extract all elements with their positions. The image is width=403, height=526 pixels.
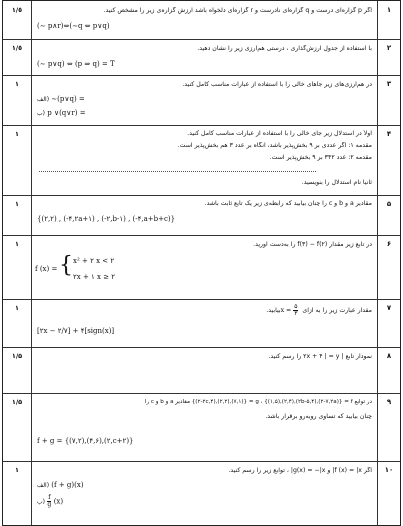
question-text: مقادیر a و b و c را چنان بیابید که رابطه‌ی زیر یک تابع ثابت باشد. [204,200,372,207]
question-number: ۴ [377,125,400,195]
fraction-numerator: f [48,494,51,501]
fraction-denominator: g [47,501,52,508]
question-formula: [٢x − ٢/٧] + ۴[sign(x)] [37,327,115,335]
question-formula: f + g = {(٧,٢),(۴,۶),(٢,c+٢)} [37,437,134,445]
question-row-6 [3,235,400,300]
piece-2: ٢x + ١ x ≥ ٢ [73,273,116,281]
question-row-3 [3,75,400,126]
question-text [37,304,372,317]
piecewise-brace: { [59,253,73,278]
question-number: ٢ [377,39,400,75]
question-formula: (∼ p∧r)⇔(∼q ⇔ p∨q) [37,22,110,30]
question-text: نمودار تابع | ٢x + ۴ | = y را رسم کنید. [268,353,372,360]
question-text: اگر f (x) = |x| و g(x) = −|x| ، توابع زیر را رسم کنید. [228,467,372,474]
question-row-8 [3,347,400,394]
premise-1: مقدمه ١: اگر عددی بر ٩ بخش‌پذیر باشد، آنگاه بر عدد ٣ هم بخش‌پذیر است. [177,142,372,149]
question-number: ١٠ [377,461,400,525]
item-a [37,95,85,103]
item-a-label: الف) [37,96,50,103]
question-row-2 [3,39,400,76]
question-text: با استفاده از جدول ارزش‌گذاری ، درستی هم‌ارزی زیر را نشان دهید. [197,45,372,52]
question-text-end: بیابید. [266,307,281,314]
piece-1: x² + ٢ x < ٢ [73,257,115,265]
item-b [37,495,63,508]
item-b-label: ب) [37,110,45,117]
question-score: ١/٥ [3,39,32,75]
question-number: ۶ [377,235,400,299]
item-a [37,481,84,489]
question-row-10 [3,461,400,525]
question-number: ٣ [377,75,400,125]
item-b [37,109,86,117]
question-number: ٨ [377,347,400,393]
question-score: ١ [3,75,32,125]
function-name: f (x) = [35,265,58,273]
question-score: ١ [3,461,32,525]
question-text-secondary: ثانیاً نام استدلال را بنویسید. [301,179,372,186]
question-text: اولاً در استدلال زیر جای خالی را با استفاده از عبارات مناسب کامل کنید. [187,130,372,137]
question-score: ١/۵ [3,347,32,393]
question-text: در هم‌ارزی‌های زیر جاهای خالی را با استفاده از عبارات مناسب کامل کنید. [182,81,372,88]
question-formula: (∼ p∨q) ⇔ (p ⇒ q) = T [37,60,115,68]
question-number: ٧ [377,299,400,347]
item-a-formula: (f + g)(x) [51,481,84,489]
question-row-4 [3,125,400,196]
question-score: ١/٥ [3,1,32,39]
question-text: در توابع f = {(٧,٢a-٢),(۴,٢b-۵),(۴,٢),(۵,١)} ، g = {(٧,١),(٢,٢),(۴,٢c-٢)} مقادیر a و b و c را [144,399,372,405]
fraction-numerator: ۵ [294,304,298,310]
question-number: ۵ [377,195,400,235]
item-b-label: ب) [37,498,45,506]
question-text-start: مقدار عبارت زیر را به ازای [302,307,372,314]
question-text: در تابع زیر مقدار (٢)f − (٣)f را به‌دست آورید. [253,241,372,248]
question-score: ١/۵ [3,393,32,461]
item-a-formula: ∼(p∨q) = [51,95,85,103]
premise-2: مقدمه ٢: عدد ٣۴٢ بر ٩ بخش‌پذیر است. [269,154,372,161]
question-formula: {(٢,٢) , (-۴,٢a+١) , (-٢,b-١) , (-۴,a+b+c)} [37,215,176,223]
question-row-5 [3,195,400,236]
question-number: ١ [377,1,400,39]
question-score: ١ [3,299,32,347]
question-row-9 [3,393,400,462]
fraction [293,304,298,317]
question-score: ١ [3,125,32,195]
fraction [47,495,51,508]
answer-blank[interactable] [39,171,316,172]
question-row-7 [3,299,400,348]
item-b-formula: p ∨(q∨r) = [47,109,86,117]
item-b-suffix: (x) [53,497,64,506]
question-score: ١ [3,195,32,235]
question-number: ٩ [377,393,400,461]
x-equals: x = [280,307,292,314]
item-a-label: الف) [37,482,50,489]
question-text-secondary: چنان بیابید که تساوی روبه‌رو برقرار باشد. [265,413,372,420]
question-row-1 [3,1,400,40]
exam-sheet [2,0,401,526]
fraction-denominator: ٣ [294,310,298,317]
question-text: اگر p گزاره‌ای درست و q گزاره‌ای نادرست و r گزاره‌ای دلخواه باشد ارزش گزاره‌ی زیر را مشخص کنید. [103,7,372,14]
question-score: ١ [3,235,32,299]
x-value [280,304,301,317]
